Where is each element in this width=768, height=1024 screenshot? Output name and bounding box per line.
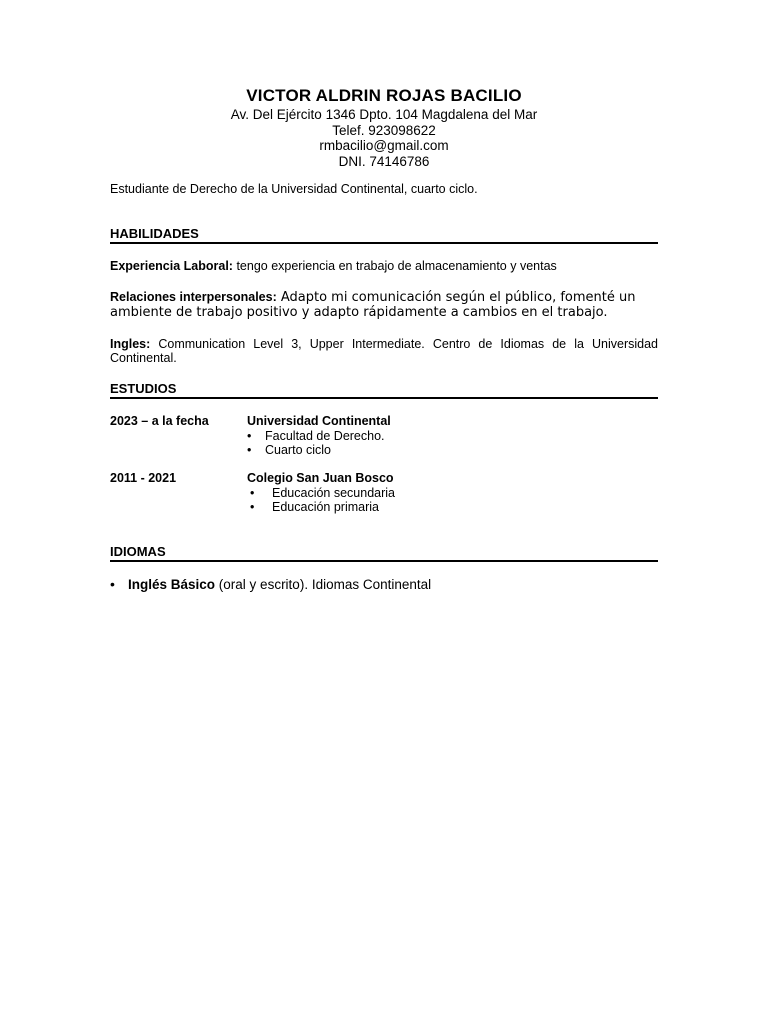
- relaciones-label: Relaciones interpersonales:: [110, 290, 277, 304]
- idiomas-title: IDIOMAS: [110, 544, 658, 562]
- dni-line: DNI. 74146786: [338, 153, 430, 169]
- experiencia-label: Experiencia Laboral:: [110, 259, 233, 273]
- candidate-name: VICTOR ALDRIN ROJAS BACILIO: [246, 86, 522, 105]
- edu-institution: Universidad Continental: [247, 414, 391, 428]
- relaciones-text: Adapto mi comunicación según el público, fomenté un ambiente de trabajo positivo y adapto rápidamente a cambios en el trabajo.: [110, 290, 636, 320]
- edu-date: 2023 – a la fecha: [110, 414, 209, 428]
- resume-header: [0, 86, 768, 169]
- habilidades-title: HABILIDADES: [110, 226, 658, 244]
- experiencia-paragraph: [110, 259, 658, 273]
- habilidades-section: [110, 226, 658, 244]
- bullet-icon: •: [110, 576, 115, 592]
- relaciones-paragraph: [110, 290, 658, 320]
- ingles-paragraph: [110, 337, 658, 365]
- language-item: [110, 576, 431, 592]
- estudios-title: ESTUDIOS: [110, 381, 658, 399]
- experiencia-text: tengo experiencia en trabajo de almacenamiento y ventas: [232, 259, 557, 273]
- ingles-label: Ingles:: [110, 337, 151, 351]
- list-item: • Facultad de Derecho.: [247, 429, 385, 443]
- email-line: rmbacilio@gmail.com: [319, 138, 449, 153]
- edu-details-list: [247, 429, 385, 457]
- summary-text: Estudiante de Derecho de la Universidad Continental, cuarto ciclo.: [110, 182, 478, 196]
- list-item: • Cuarto ciclo: [247, 443, 385, 457]
- phone-line: Telef. 923098622: [332, 122, 436, 138]
- language-detail: (oral y escrito). Idiomas Continental: [215, 577, 432, 592]
- list-item: • Educación secundaria: [250, 486, 395, 500]
- idiomas-section: [110, 544, 658, 562]
- edu-date: 2011 - 2021: [110, 471, 177, 485]
- ingles-text: Communication Level 3, Upper Intermediate. Centro de Idiomas de la Universidad Continental.: [110, 337, 658, 365]
- edu-details-list: [250, 486, 395, 514]
- estudios-section: [110, 381, 658, 399]
- address-line: Av. Del Ejército 1346 Dpto. 104 Magdalena del Mar: [230, 107, 538, 122]
- edu-institution: Colegio San Juan Bosco: [247, 471, 394, 485]
- list-item: • Educación primaria: [250, 500, 395, 514]
- language-name: Inglés Básico: [128, 577, 216, 592]
